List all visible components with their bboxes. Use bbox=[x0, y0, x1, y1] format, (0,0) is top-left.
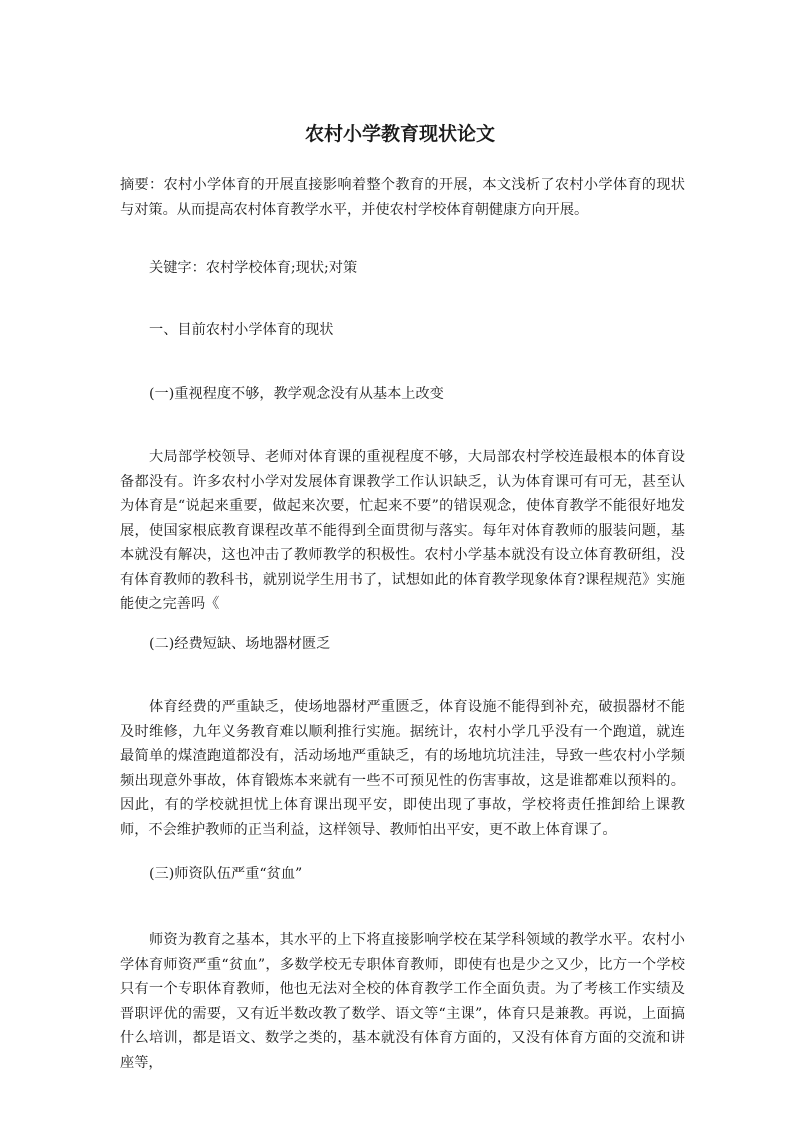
subsection-heading-2: (二)经费短缺、场地器材匮乏 bbox=[149, 636, 331, 652]
abstract-paragraph: 摘要：农村小学体育的开展直接影响着整个教育的开展，本文浅析了农村小学体育的现状与对策。从而提高农村体育教学水平，并使农村学校体育朝健康方向开展。 bbox=[120, 177, 685, 218]
keywords-line: 关键字：农村学校体育;现状;对策 bbox=[149, 260, 358, 276]
subsection-heading-1: (一)重视程度不够，教学观念没有从基本上改变 bbox=[149, 386, 444, 402]
body-paragraph-1: 大局部学校领导、老师对体育课的重视程度不够，大局部农村学校连最根本的体育设备都没有。许多农村小学对发展体育课教学工作认识缺乏，认为体育课可有可无，甚至认为体育是“说起来重要，做起来次要，忙起来不要”的错误观念，使体育教学不能很好地发展，使国家根底教育课程改革不能得到全面贯彻与落实。每年对体育教师的服装问题，基本就没有解决，这也冲击了教师教学的积极性。农村小学基本就没有设立体育教研组，没有体育教师的教科书，就别说学生用书了，试想如此的体育教学现象体育?课程规范》实施能使之完善吗《 bbox=[120, 449, 685, 612]
section-heading: 一、目前农村小学体育的现状 bbox=[149, 322, 334, 338]
subsection-heading-3: (三)师资队伍严重“贫血” bbox=[149, 866, 303, 882]
body-paragraph-2: 体育经费的严重缺乏，使场地器材严重匮乏，体育设施不能得到补充，破损器材不能及时维修，九年义务教育难以顺利推行实施。据统计，农村小学几乎没有一个跑道，就连最简单的煤渣跑道都没有，活动场地严重缺乏，有的场地坑坑洼洼，导致一些农村小学频频出现意外事故，体育锻炼本来就有一些不可预见性的伤害事故，这是谁都难以预料的。因此，有的学校就担忧上体育课出现平安，即使出现了事故，学校将责任推卸给上课教师，不会维护教师的正当利益，这样领导、教师怕出平安，更不敢上体育课了。 bbox=[120, 699, 685, 838]
document-title: 农村小学教育现状论文 bbox=[304, 123, 495, 145]
body-paragraph-3: 师资为教育之基本，其水平的上下将直接影响学校在某学科领域的教学水平。农村小学体育师资严重“贫血”，多数学校无专职体育教师，即使有也是少之又少，比方一个学校只有一个专职体育教师，他也无法对全校的体育教学工作全面负责。为了考核工作实绩及晋职评优的需要，又有近半数改教了数学、语文等“主课”，体育只是兼教。再说，上面搞什么培训，都是语文、数学之类的，基本就没有体育方面的，又没有体育方面的交流和讲座等， bbox=[120, 932, 685, 1071]
